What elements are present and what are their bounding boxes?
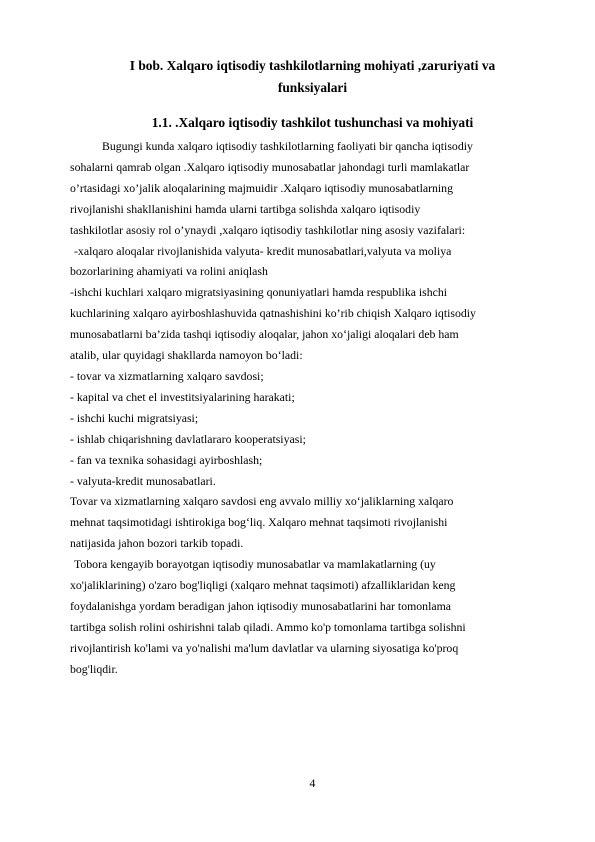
list-item: - ishlab chiqarishning davlatlararo kooperatsiyasi; xyxy=(70,431,306,446)
page-number: 4 xyxy=(309,776,316,790)
paragraph-line: bog'liqdir. xyxy=(70,661,118,676)
paragraph-line: Bugungi kunda xalqaro iqtisodiy tashkilotlarning faoliyati bir qancha iqtisodiy xyxy=(102,139,473,153)
list-item: - ishchi kuchi migratsiyasi; xyxy=(70,410,199,425)
paragraph-line: -xalqaro aloqalar rivojlanishida valyuta- kredit munosabatlari,valyuta va moliya xyxy=(74,243,452,258)
section-title: 1.1. .Xalqaro iqtisodiy tashkilot tushunchasi va mohiyati xyxy=(151,115,474,130)
paragraph-line: xo'jaliklarining) o'zaro bog'liqligi (xalqaro mehnat taqsimoti) afzalliklaridan keng xyxy=(70,578,456,593)
list-item: - fan va texnika sohasidagi ayirboshlash; xyxy=(70,452,263,467)
body-text xyxy=(70,136,560,680)
paragraph-line: Tobora kengayib borayotgan iqtisodiy munosabatlar va mamlakatlarning (uy xyxy=(74,557,436,572)
paragraph-line: tashkilotlar asosiy rol o’ynaydi ,xalqaro iqtisodiy tashkilotlar ning asosiy vazifalari: xyxy=(70,222,466,237)
paragraph-line: munosabatlarni ba’zida tashqi iqtisodiy aloqalar, jahon xo‘jaligi aloqalari deb ham xyxy=(70,327,459,342)
chapter-title xyxy=(70,55,555,99)
list-item: - tovar va xizmatlarning xalqaro savdosi; xyxy=(70,368,264,383)
paragraph-line: foydalanishga yordam beradigan jahon iqtisodiy munosabatlarini har tomonlama xyxy=(70,598,452,613)
paragraph-line: Tovar va xizmatlarning xalqaro savdosi eng avvalo milliy xo‘jaliklarning xalqaro xyxy=(70,494,454,509)
paragraph-line: natijasida jahon bozori tarkib topadi. xyxy=(70,536,244,551)
paragraph-line: bozorlarining ahamiyati va rolini aniqlash xyxy=(70,264,268,279)
paragraph-line: -ishchi kuchlari xalqaro migratsiyasining qonuniyatlari hamda respublika ishchi xyxy=(70,285,448,300)
paragraph-line: kuchlarining xalqaro ayirboshlashuvida qatnashishini ko’rib chiqish Xalqaro iqtisodiy xyxy=(70,306,476,321)
paragraph-line: atalib, ular quyidagi shakllarda namoyon bo‘ladi: xyxy=(70,348,303,363)
paragraph-line: rivojlanishi shakllanishini hamda ularni tartibga solishda xalqaro iqtisodiy xyxy=(70,201,421,216)
chapter-title-line-2: funksiyalari xyxy=(277,80,348,95)
paragraph-line: tartibga solish rolini oshirishni talab qiladi. Ammo ko'p tomonlama tartibga solishni xyxy=(70,619,466,634)
paragraph-line: rivojlantirish ko'lami va yo'nalishi ma'lum davlatlar va ularning siyosatiga ko'proq xyxy=(70,640,459,655)
paragraph-line: o’rtasidagi xo’jalik aloqalarining majmuidir .Xalqaro iqtisodiy munosabatlarning xyxy=(70,180,453,195)
chapter-title-line-1: I bob. Xalqaro iqtisodiy tashkilotlarning mohiyati ,zaruriyati va xyxy=(129,58,496,73)
list-item: - kapital va chet el investitsiyalarining harakati; xyxy=(70,389,295,404)
list-item: - valyuta-kredit munosabatlari. xyxy=(70,473,216,488)
paragraph-line: sohalarni qamrab olgan .Xalqaro iqtisodiy munosabatlar jahondagi turli mamlakatlar xyxy=(70,159,470,174)
paragraph-line: mehnat taqsimotidagi ishtirokiga bog‘liq. Xalqaro mehnat taqsimoti rivojlanishi xyxy=(70,515,448,530)
